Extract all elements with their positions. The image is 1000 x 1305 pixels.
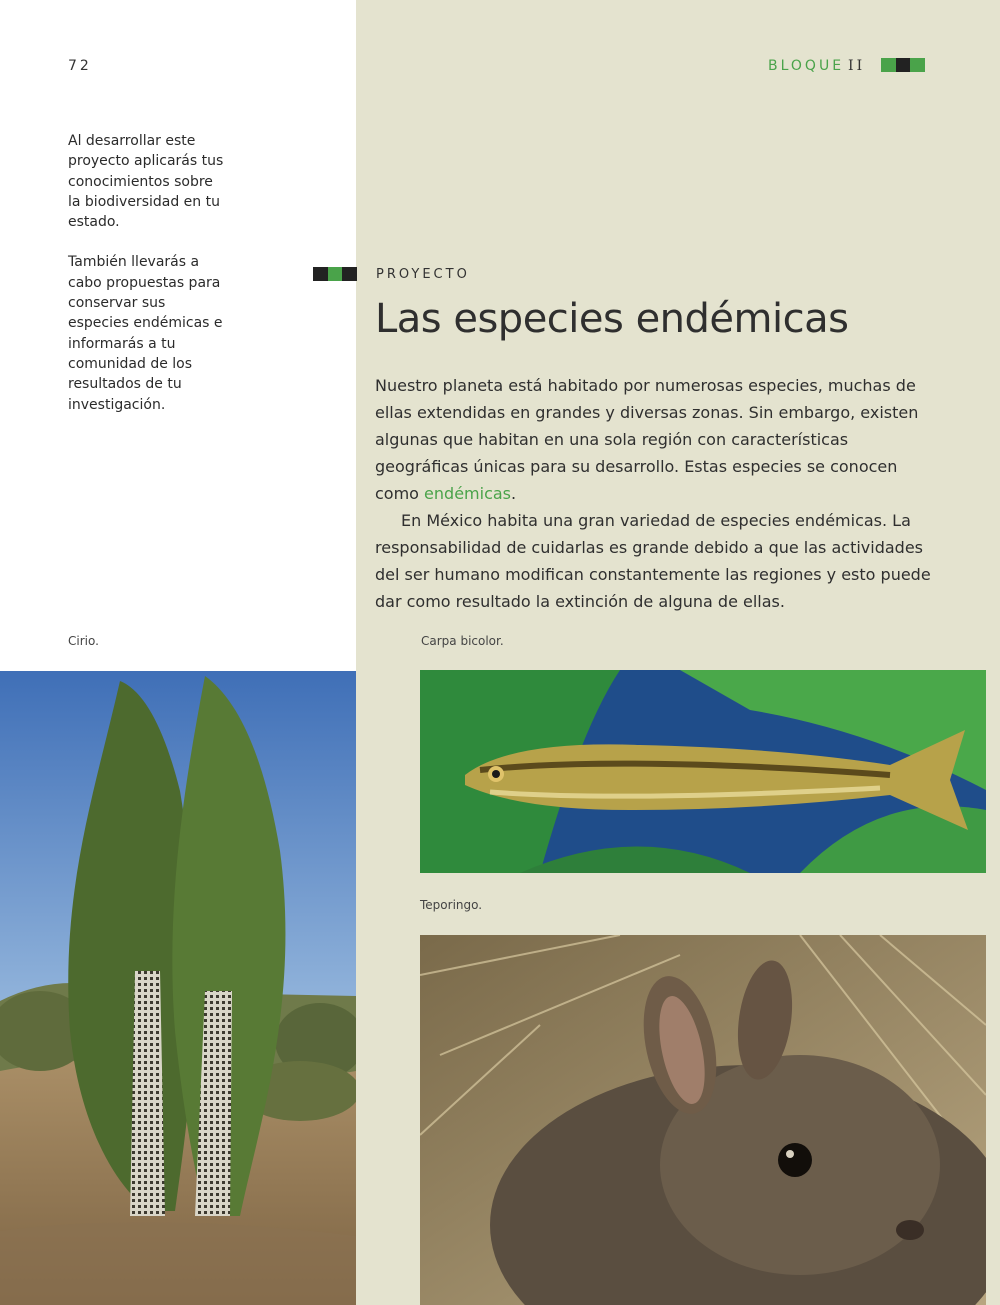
carpa-bicolor-photo <box>420 670 986 873</box>
block-header <box>768 58 865 74</box>
caption-teporingo: Teporingo. <box>420 898 483 912</box>
teporingo-photo <box>420 935 986 1305</box>
sidebar-paragraph-2: También llevarás a cabo propuestas para conservar sus especies endémicas e informarás a tu comunidad de los resultados de tu investigación. <box>68 254 223 413</box>
section-kicker: PROYECTO <box>376 267 470 282</box>
section-marker-icon <box>313 267 357 281</box>
carpa-image <box>420 670 986 873</box>
glossary-term-endemicas[interactable]: endémicas <box>424 484 511 503</box>
section-body <box>375 372 945 615</box>
sidebar-paragraph-1: Al desarrollar este proyecto aplicarás tus conocimientos sobre la biodiversidad en tu estado. <box>68 133 224 231</box>
body-paragraph-1: Nuestro planeta está habitado por numerosas especies, muchas de ellas extendidas en grandes y diversas zonas. Sin embargo, existen algunas que habitan en una sola región con características geográficas únicas para su desarrollo. Estas especies se conocen como endémicas. <box>375 376 919 503</box>
block-number: II <box>848 58 866 74</box>
caption-cirio: Cirio. <box>68 634 99 648</box>
caption-carpa: Carpa bicolor. <box>421 634 504 648</box>
header-marker-icon <box>881 58 925 72</box>
sidebar-intro <box>68 131 228 435</box>
cirio-image <box>0 671 356 1305</box>
body-paragraph-2: En México habita una gran variedad de especies endémicas. La responsabilidad de cuidarlas es grande debido a que las actividades del ser humano modifican constantemente las regiones y esto puede dar como resultado la extinción de alguna de ellas. <box>375 511 931 611</box>
cirio-photo <box>0 671 356 1305</box>
block-label: BLOQUE <box>768 58 845 74</box>
page-number: 72 <box>68 58 92 74</box>
section-title: Las especies endémicas <box>375 296 849 342</box>
teporingo-image <box>420 935 986 1305</box>
